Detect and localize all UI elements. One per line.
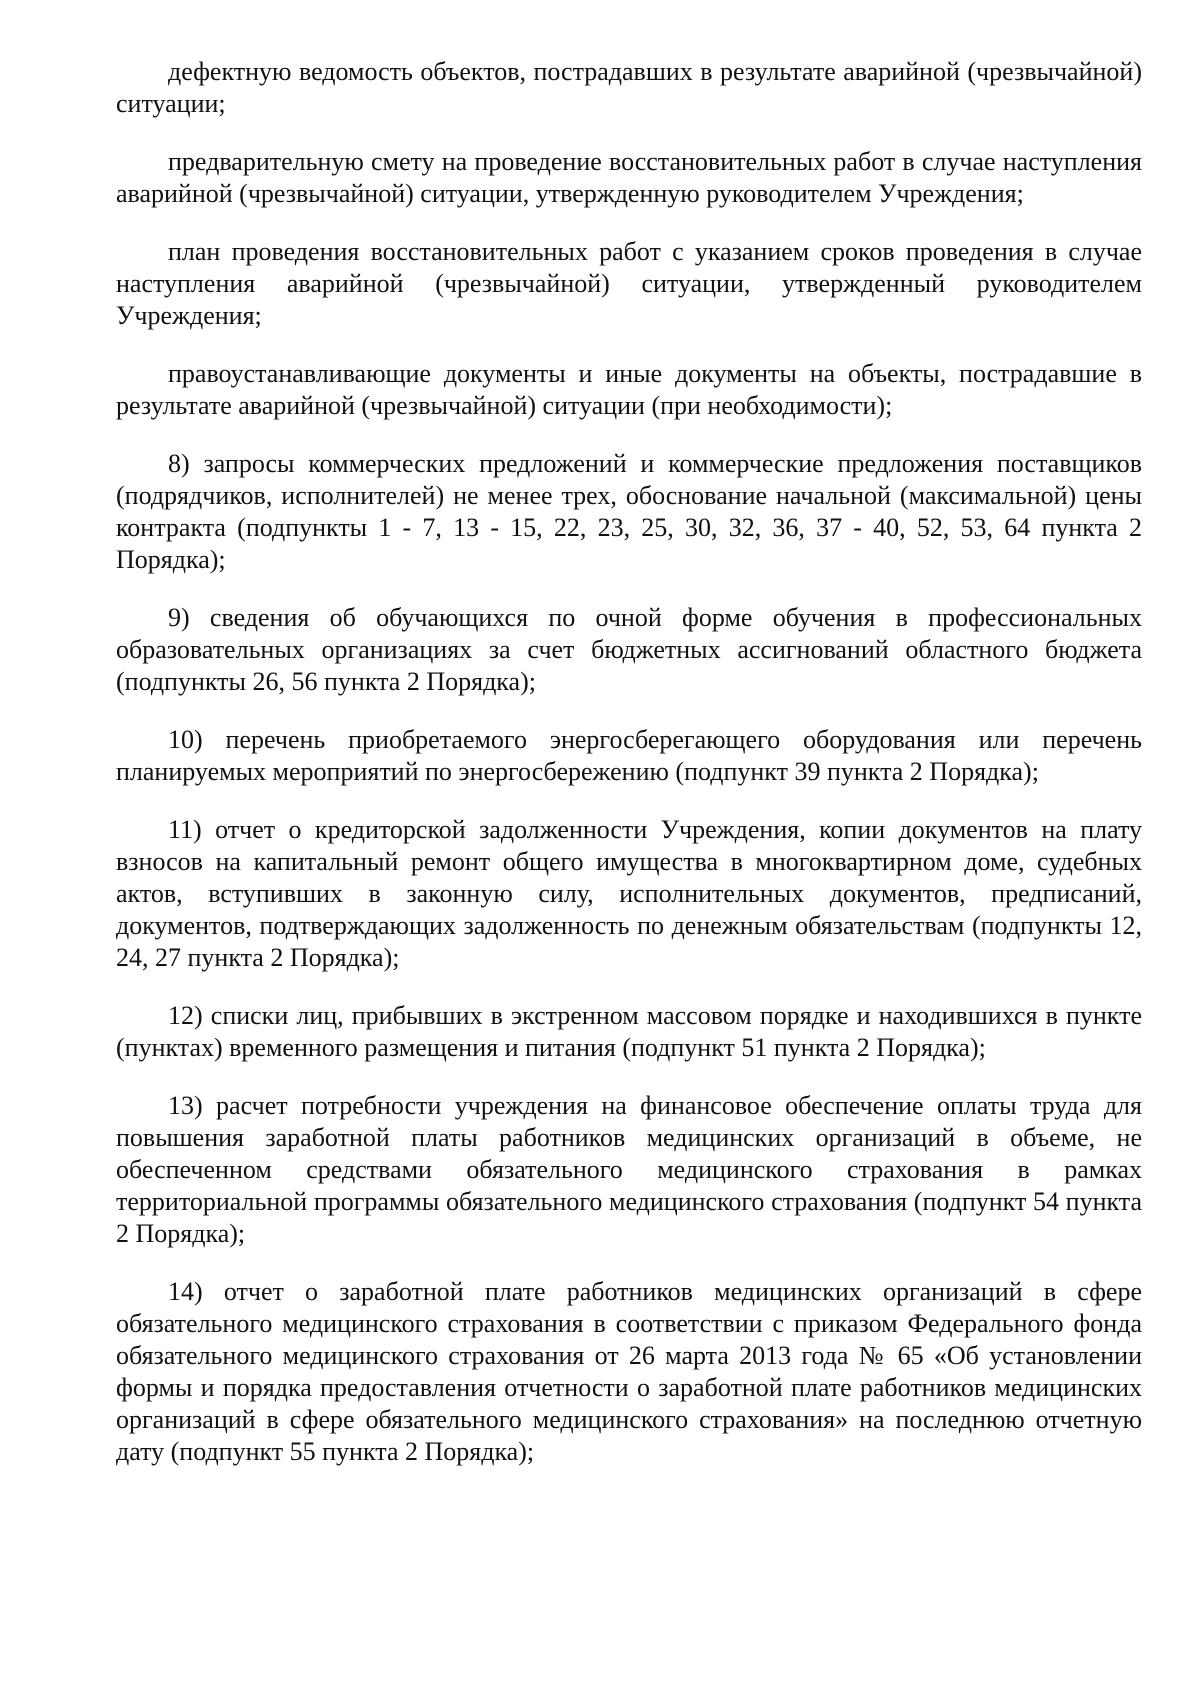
paragraph-item-13: 13) расчет потребности учреждения на финансовое обеспечение оплаты труда для повышения заработной платы работников медицинских организаций в объеме, не обеспеченном средствами обязательного медицинского страхования в рамках территориальной программы обязательного медицинского страхования (подпункт 54 пункта 2 Порядка); bbox=[116, 1091, 1142, 1248]
paragraph-item-10: 10) перечень приобретаемого энергосберегающего оборудования или перечень планируемых мероприятий по энергосбережению (подпункт 39 пункта 2 Порядка); bbox=[116, 725, 1142, 786]
paragraph-item-9: 9) сведения об обучающихся по очной форме обучения в профессиональных образовательных организациях за счет бюджетных ассигнований областного бюджета (подпункты 26, 56 пункта 2 Порядка); bbox=[116, 603, 1142, 696]
paragraph-restoration-plan: план проведения восстановительных работ с указанием сроков проведения в случае наступления аварийной (чрезвычайной) ситуации, утвержденный руководителем Учреждения; bbox=[116, 237, 1142, 330]
paragraph-defect-list: дефектную ведомость объектов, пострадавших в результате аварийной (чрезвычайной) ситуации; bbox=[116, 57, 1142, 118]
paragraph-item-14: 14) отчет о заработной плате работников медицинских организаций в сфере обязательного медицинского страхования в соответствии с приказом Федерального фонда обязательного медицинского страхования от 26 марта 2013 года № 65 «Об установлении формы и порядка предоставления отчетности о заработной плате работников медицинских организаций в сфере обязательного медицинского страхования» на последнюю отчетную дату (подпункт 55 пункта 2 Порядка); bbox=[116, 1277, 1142, 1466]
paragraph-item-11: 11) отчет о кредиторской задолженности Учреждения, копии документов на плату взносов на капитальный ремонт общего имущества в многоквартирном доме, судебных актов, вступивших в законную силу, исполнительных документов, предписаний, документов, подтверждающих задолженность по денежным обязательствам (подпункты 12, 24, 27 пункта 2 Порядка); bbox=[116, 815, 1142, 972]
paragraph-item-12: 12) списки лиц, прибывших в экстренном массовом порядке и находившихся в пункте (пунктах) временного размещения и питания (подпункт 51 пункта 2 Порядка); bbox=[116, 1001, 1142, 1062]
paragraph-item-8: 8) запросы коммерческих предложений и коммерческие предложения поставщиков (подрядчиков, исполнителей) не менее трех, обоснование начальной (максимальной) цены контракта (подпункты 1 - 7, 13 - 15, 22, 23, 25, 30, 32, 36, 37 - 40, 52, 53, 64 пункта 2 Порядка); bbox=[116, 449, 1142, 574]
paragraph-preliminary-estimate: предварительную смету на проведение восстановительных работ в случае наступления аварийной (чрезвычайной) ситуации, утвержденную руководителем Учреждения; bbox=[116, 147, 1142, 208]
document-page bbox=[116, 56, 1142, 1494]
paragraph-title-documents: правоустанавливающие документы и иные документы на объекты, пострадавшие в результате аварийной (чрезвычайной) ситуации (при необходимости); bbox=[116, 359, 1142, 420]
